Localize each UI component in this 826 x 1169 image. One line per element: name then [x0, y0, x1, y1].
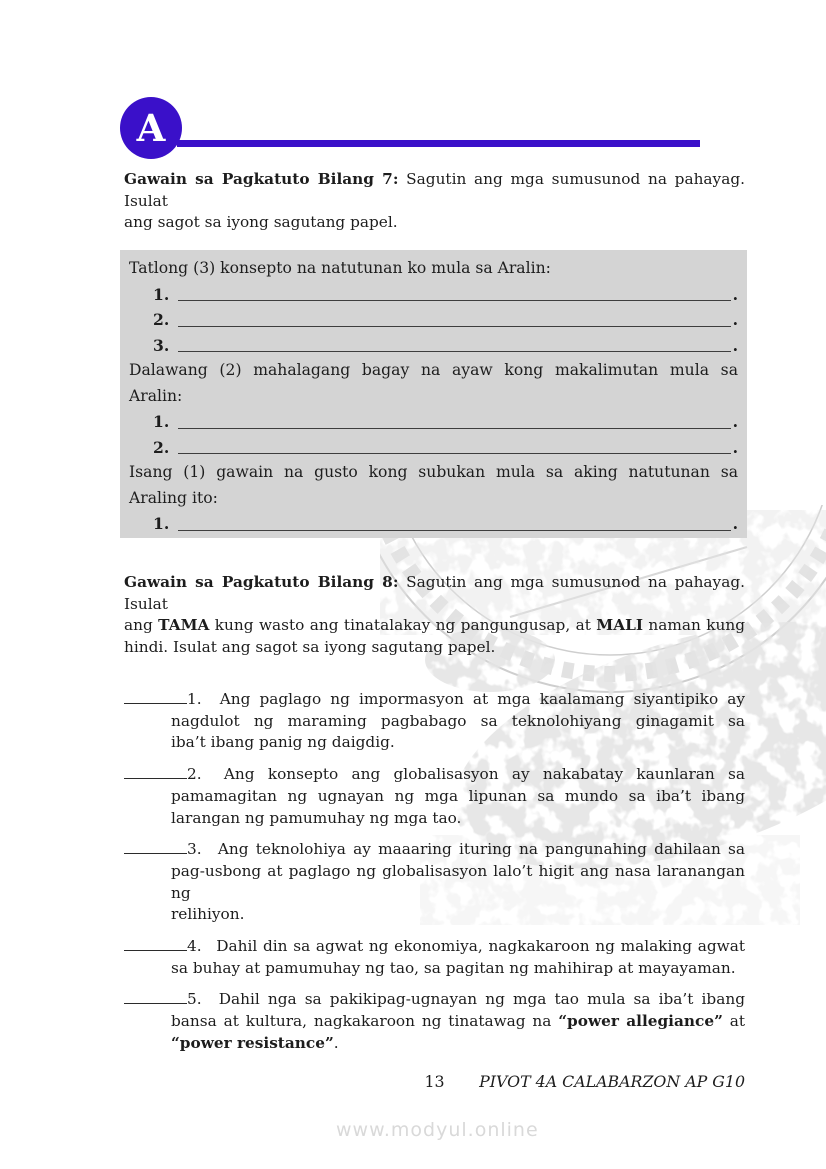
- line-terminator: .: [732, 412, 738, 431]
- item-number: 3.: [187, 840, 202, 859]
- fill-in-row: [129, 409, 738, 435]
- line-terminator: .: [732, 514, 738, 533]
- section-badge-letter: A: [136, 105, 166, 150]
- tf-item-3-line2: pag-usbong at paglago ng globalisasyon lalo’t higit ang nasa laranangan ng: [171, 861, 745, 902]
- gawain8-instructions: [124, 572, 745, 659]
- gawain8-line1: Gawain sa Pagkatuto Bilang 8: Sagutin ang mga sumusunod na pahayag. Isulat: [124, 573, 745, 613]
- write-line: [178, 351, 730, 352]
- write-line: [178, 530, 730, 531]
- tf-item-4: [124, 936, 745, 979]
- answer-blank: [124, 936, 187, 951]
- line-terminator: .: [732, 437, 738, 457]
- tf-item-2-line2: pamamagitan ng ugnayan ng mga lipunan sa mundo sa iba’t ibang: [171, 786, 745, 805]
- row-number: 1.: [153, 514, 170, 533]
- section-badge: [120, 97, 182, 159]
- line-terminator: .: [732, 335, 738, 355]
- item-number: 5.: [187, 990, 202, 1009]
- item-number: 4.: [187, 937, 202, 956]
- tf-item-1-line1: 1. Ang paglago ng impormasyon at mga kaalamang siyantipiko ay: [124, 689, 745, 711]
- item-number: 2.: [187, 765, 202, 784]
- tf-item-3-line1: 3. Ang teknolohiya ay maaaring ituring na pangunahing dahilaan sa: [124, 839, 745, 861]
- keyword-mali: MALI: [596, 616, 643, 635]
- reflection-prompt-2-line2: Aralin:: [129, 386, 183, 405]
- tf-item-5-line2: bansa at kultura, nagkakaroon ng tinatawag na “power allegiance” at: [171, 1012, 745, 1031]
- tf-item-2-line3: larangan ng pamumuhay ng mga tao.: [171, 808, 462, 827]
- reflection-prompt-1: Tatlong (3) konsepto na natutunan ko mula sa Aralin:: [129, 259, 551, 277]
- row-number: 2.: [153, 310, 170, 329]
- keyword-power-allegiance: “power allegiance”: [558, 1012, 723, 1031]
- site-watermark: www.modyul.online: [336, 1119, 539, 1141]
- gawain8-line3: hindi. Isulat ang sagot sa iyong sagutang papel.: [124, 638, 496, 657]
- row-number: 2.: [153, 437, 170, 457]
- tf-item-1: [124, 689, 745, 754]
- keyword-power-resistance: “power resistance”: [171, 1033, 334, 1052]
- tf-item-list: [124, 689, 745, 1055]
- row-number: 1.: [153, 412, 170, 431]
- fill-in-row: [129, 333, 738, 359]
- tf-item-2-line1: 2. Ang konsepto ang globalisasyon ay nakabatay kaunlaran sa: [124, 764, 745, 786]
- write-line: [178, 453, 730, 454]
- answer-blank: [124, 764, 187, 779]
- row-number: 1.: [153, 284, 170, 304]
- page-number: 13: [424, 1072, 445, 1091]
- fill-in-row: [129, 307, 738, 333]
- write-line: [178, 300, 730, 301]
- row-number: 3.: [153, 335, 170, 355]
- tf-item-5: [124, 989, 745, 1054]
- gawain8-line2: ang TAMA kung wasto ang tinatalakay ng pangungusap, at MALI naman kung: [124, 616, 745, 635]
- fill-in-row: [129, 511, 738, 537]
- page-footer: [124, 1071, 745, 1093]
- item-number: 1.: [187, 690, 202, 708]
- reflection-prompt-2-line1: Dalawang (2) mahalagang bagay na ayaw kong makalimutan mula sa: [129, 361, 738, 379]
- gawain7-title: Gawain sa Pagkatuto Bilang 7:: [124, 170, 399, 188]
- answer-blank: [124, 839, 187, 854]
- tf-item-4-line2: sa buhay at pamumuhay ng tao, sa pagitan ng mahihirap at mayayaman.: [171, 958, 736, 977]
- keyword-tama: TAMA: [158, 616, 210, 635]
- line-terminator: .: [732, 284, 738, 304]
- tf-item-3: [124, 839, 745, 926]
- tf-item-1-line3: iba’t ibang panig ng daigdig.: [171, 733, 395, 752]
- line-terminator: .: [732, 310, 738, 329]
- tf-item-4-line1: 4. Dahil din sa agwat ng ekonomiya, nagkakaroon ng malaking agwat: [124, 936, 745, 958]
- reflection-prompt-3-line2: Araling ito:: [129, 488, 218, 507]
- tf-item-1-line2: nagdulot ng maraming pagbabago sa teknolohiyang ginagamit sa: [171, 711, 745, 730]
- fill-in-row: [129, 435, 738, 461]
- fill-in-row: [129, 282, 738, 308]
- header-rule: [177, 140, 700, 147]
- answer-blank: [124, 689, 187, 704]
- gawain8-title: Gawain sa Pagkatuto Bilang 8:: [124, 573, 399, 591]
- gawain7-line2: ang sagot sa iyong sagutang papel.: [124, 213, 398, 232]
- reflection-box: [120, 250, 747, 538]
- tf-item-5-line1: 5. Dahil nga sa pakikipag-ugnayan ng mga tao mula sa iba’t ibang: [124, 989, 745, 1011]
- answer-blank: [124, 989, 187, 1004]
- gawain7-instructions: [124, 169, 745, 234]
- write-line: [178, 326, 730, 327]
- reflection-prompt-3-line1: Isang (1) gawain na gusto kong subukan mula sa aking natutunan sa: [129, 463, 738, 481]
- gawain7-line1: Gawain sa Pagkatuto Bilang 7: Sagutin ang mga sumusunod na pahayag. Isulat: [124, 170, 745, 210]
- module-edition-label: PIVOT 4A CALABARZON AP G10: [479, 1072, 745, 1091]
- write-line: [178, 428, 730, 429]
- tf-item-2: [124, 764, 745, 829]
- tf-item-3-line3: relihiyon.: [171, 905, 245, 924]
- tf-item-5-line3: “power resistance”.: [171, 1033, 339, 1052]
